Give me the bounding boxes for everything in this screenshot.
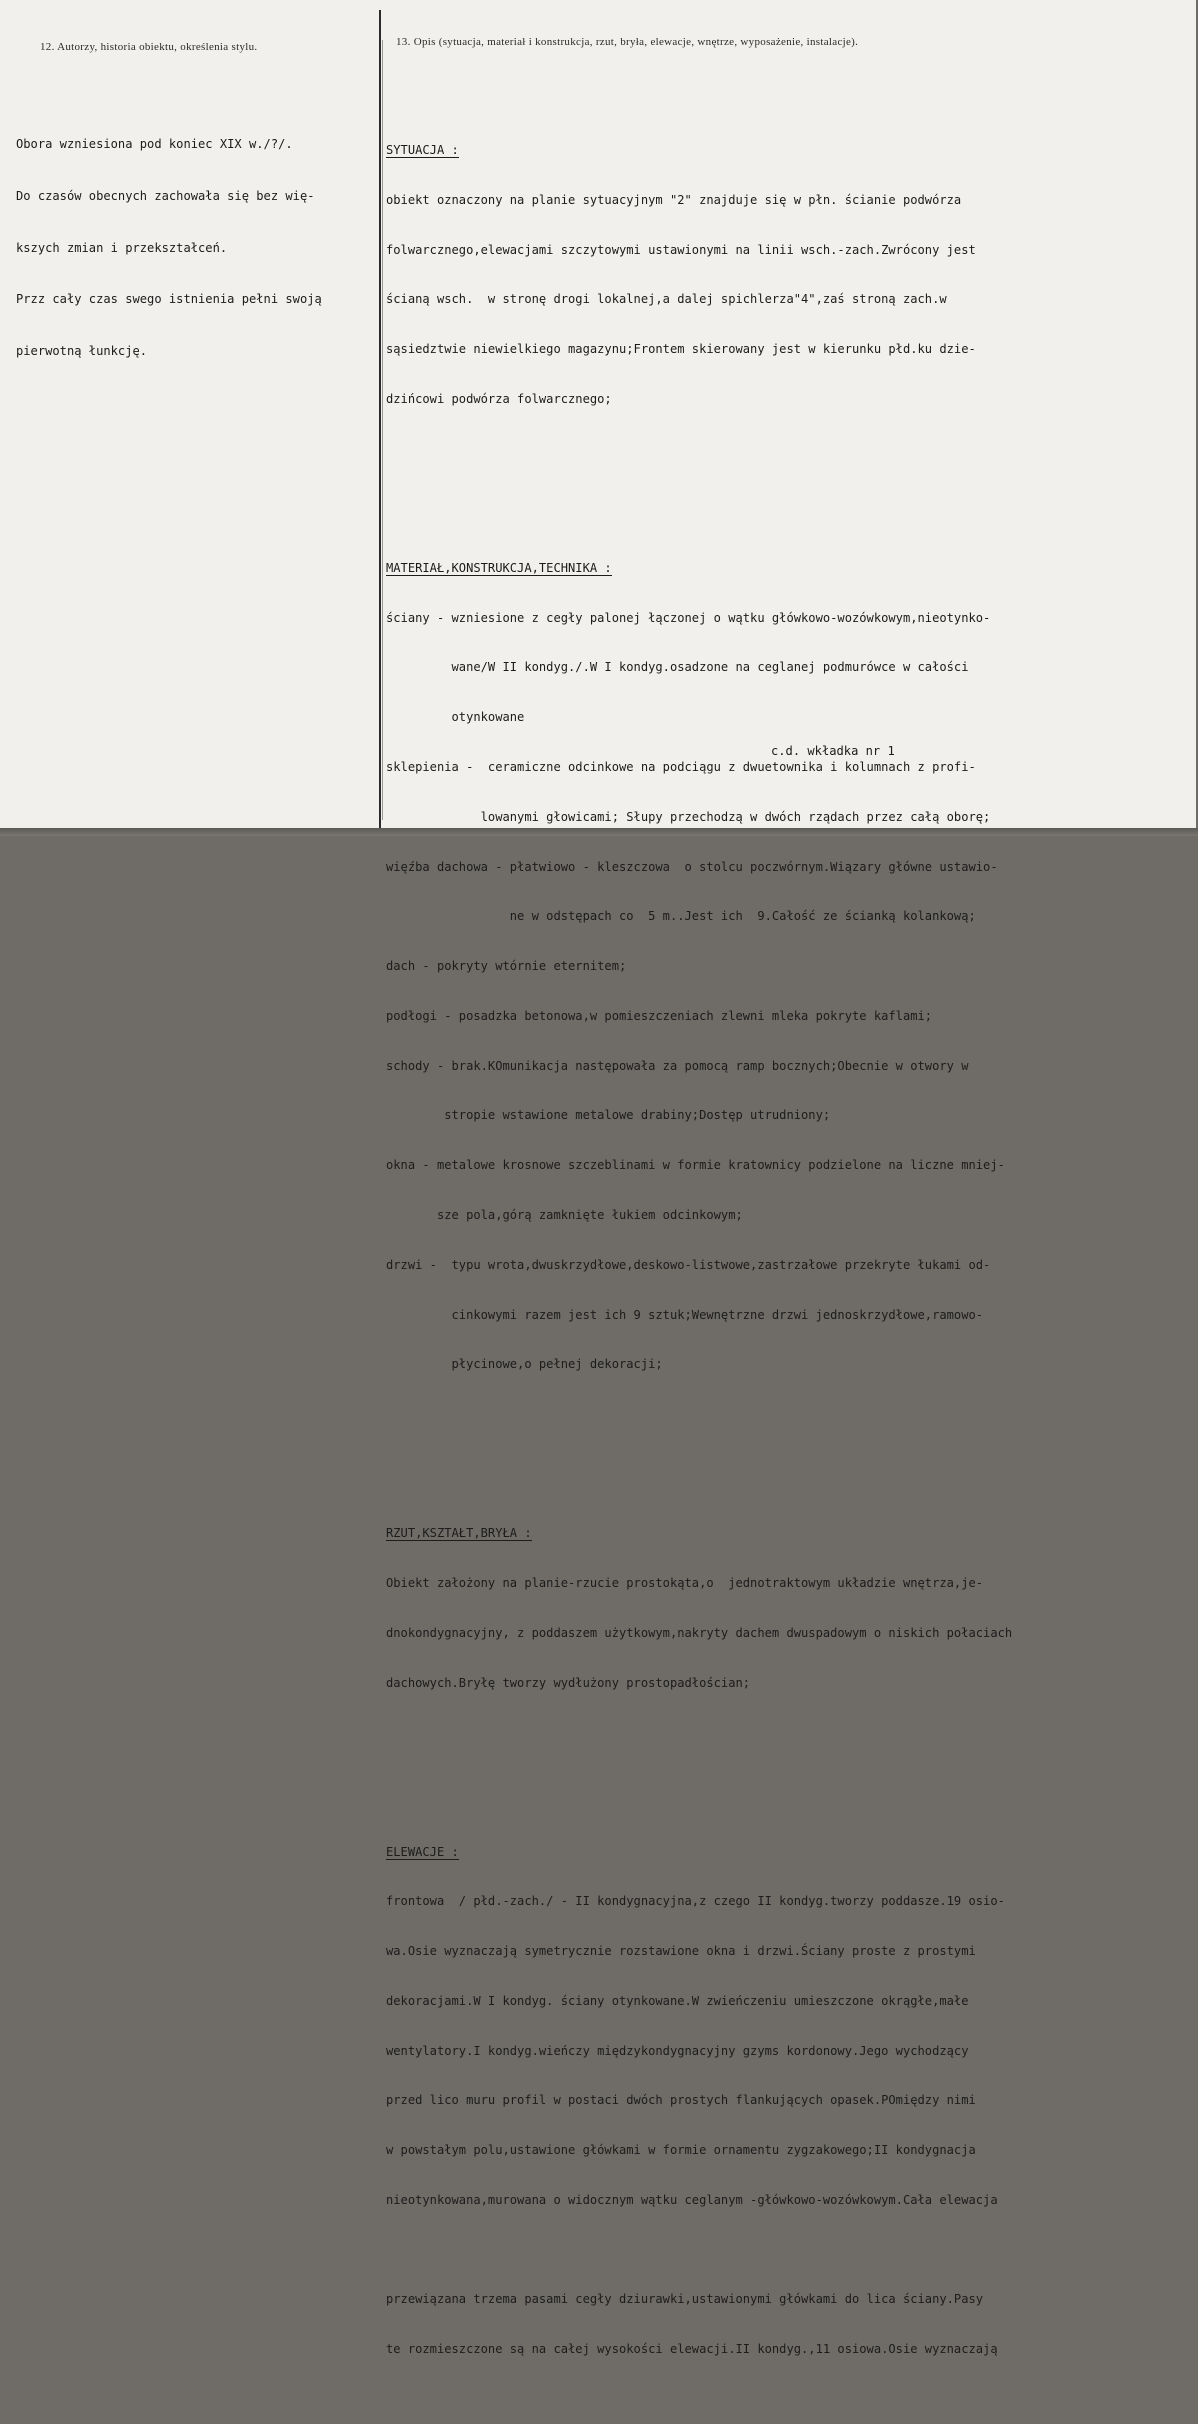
text-line: Przz cały czas swego istnienia pełni swoją [16,292,322,307]
text-line: obiekt oznaczony na planie sytuacyjnym "2" znajduje się w płn. ścianie podwórza [386,192,962,207]
text-line: sąsiedztwie niewielkiego magazynu;Frontem skierowany jest w kierunku płd.ku dzie- [386,342,976,357]
section-sytuacja [386,109,1012,441]
text-line: stropie wstawione metalowe drabiny;Dostęp utrudniony; [386,1108,831,1123]
text-line: dzińcowi podwórza folwarcznego; [386,391,612,406]
text-line: przed lico muru profil w postaci dwóch prostych flankujących opasek.POmiędzy nimi [386,2093,976,2108]
text-line: pierwotną łunkcję. [16,343,148,358]
column-divider [379,10,381,828]
text-line: dnokondygnacyjny, z poddaszem użytkowym,nakryty dachem dwuspadowym o niskich połaciach [386,1625,1013,1640]
text-line: nieotynkowana,murowana o widocznym wątku ceglanym -główkowo-wozówkowym.Cała elewacja [386,2193,998,2207]
text-line: ściany - wzniesione z cegły palonej łączonej o wątku główkowo-wozówkowym,nieotynko- [386,610,991,625]
left-column-header: 12. Autorzy, historia obiektu, określenia stylu. [40,41,258,53]
text-line: drzwi - typu wrota,dwuskrzydłowe,deskowo-listwowe,zastrzałowe przekryte łukami od- [386,1257,991,1272]
text-line: Obiekt założony na planie-rzucie prostokąta,o jednotraktowym układzie wnętrza,je- [386,1576,984,1591]
text-line: ścianą wsch. w stronę drogi lokalnej,a dalej spichlerza"4",zaś stroną zach.w [386,292,947,307]
text-line: Obora wzniesiona pod koniec XIX w./?/. [16,137,293,152]
text-line: te rozmieszczone są na całej wysokości elewacji.II kondyg.,11 osiowa.Osie wyznaczają [386,2341,998,2356]
text-line: wane/W II kondyg./.W I kondyg.osadzone na ceglanej podmurówce w całości [386,660,969,675]
text-line: kszych zmian i przekształceń. [16,240,228,255]
text-line: wa.Osie wyznaczają symetrycznie rozstawione okna i drzwi.Ściany proste z prostymi [386,1944,976,1959]
column-divider-shadow [382,40,383,820]
text-line: okna - metalowe krosnowe szczeblinami w formie kratownicy podzielone na liczne mniej- [386,1158,1005,1173]
section-rzut [386,1492,1012,1724]
text-line: frontowa / płd.-zach./ - II kondygnacyjna,z czego II kondyg.tworzy poddasze.19 osio- [386,1894,1005,1909]
right-column-header: 13. Opis (sytuacja, materiał i konstrukcja, rzut, bryła, elewacje, wnętrze, wyposażenie, instalacje). [396,36,859,48]
text-line: więźba dachowa - płatwiowo - kleszczowa o stolcu poczwórnym.Wiązary główne ustawio- [386,859,998,874]
description-text [386,59,1012,2424]
text-line: przewiązana trzema pasami cegły dziurawki,ustawionymi główkami do lica ściany.Pasy [386,2291,984,2306]
text-line: folwarcznego,elewacjami szczytowymi ustawionymi na linii wsch.-zach.Zwrócony jest [386,242,976,257]
section-heading: RZUT,KSZTAŁT,BRYŁA : [386,1526,532,1541]
section-material [386,527,1012,1406]
text-line: wentylatory.I kondyg.wieńczy międzykondygnacyjny gzyms kordonowy.Jego wychodzący [386,2043,969,2058]
section-elewacje [386,1810,1012,2390]
history-text [16,102,322,394]
text-line: ne w odstępach co 5 m..Jest ich 9.Całość ze ścianką kolankową; [386,909,976,924]
section-heading: SYTUACJA : [386,142,459,157]
text-line: cinkowymi razem jest ich 9 sztuk;Wewnętrzne drzwi jednoskrzydłowe,ramowo- [386,1307,984,1322]
text-line: dachowych.Bryłę tworzy wydłużony prostopadłościan; [386,1675,751,1690]
text-line: podłogi - posadzka betonowa,w pomieszczeniach zlewni mleka pokryte kaflami; [386,1008,933,1023]
text-line: sze pola,górą zamknięte łukiem odcinkowym; [386,1207,743,1222]
text-line: otynkowane [386,710,525,725]
text-line: Do czasów obecnych zachowała się bez wię- [16,189,315,203]
page-edge [0,828,1198,836]
text-line: w powstałym polu,ustawione główkami w formie ornamentu zygzakowego;II kondygnacja [386,2143,976,2158]
text-line: sklepienia - ceramiczne odcinkowe na podciągu z dwuetownika i kolumnach z profi- [386,759,976,774]
text-line: lowanymi głowicami; Słupy przechodzą w dwóch rządach przez całą oborę; [386,809,991,824]
section-heading: ELEWACJE : [386,1844,459,1859]
text-line: płycinowe,o pełnej dekoracji; [386,1357,663,1372]
continuation-note: c.d. wkładka nr 1 [771,744,895,758]
section-heading: MATERIAŁ,KONSTRUKCJA,TECHNIKA : [386,560,612,575]
text-line: dach - pokryty wtórnie eternitem; [386,959,627,974]
text-line: schody - brak.KOmunikacja następowała za pomocą ramp bocznych;Obecnie w otwory w [386,1058,969,1073]
text-line: dekoracjami.W I kondyg. ściany otynkowane.W zwieńczeniu umieszczone okrągłe,małe [386,1993,969,2008]
